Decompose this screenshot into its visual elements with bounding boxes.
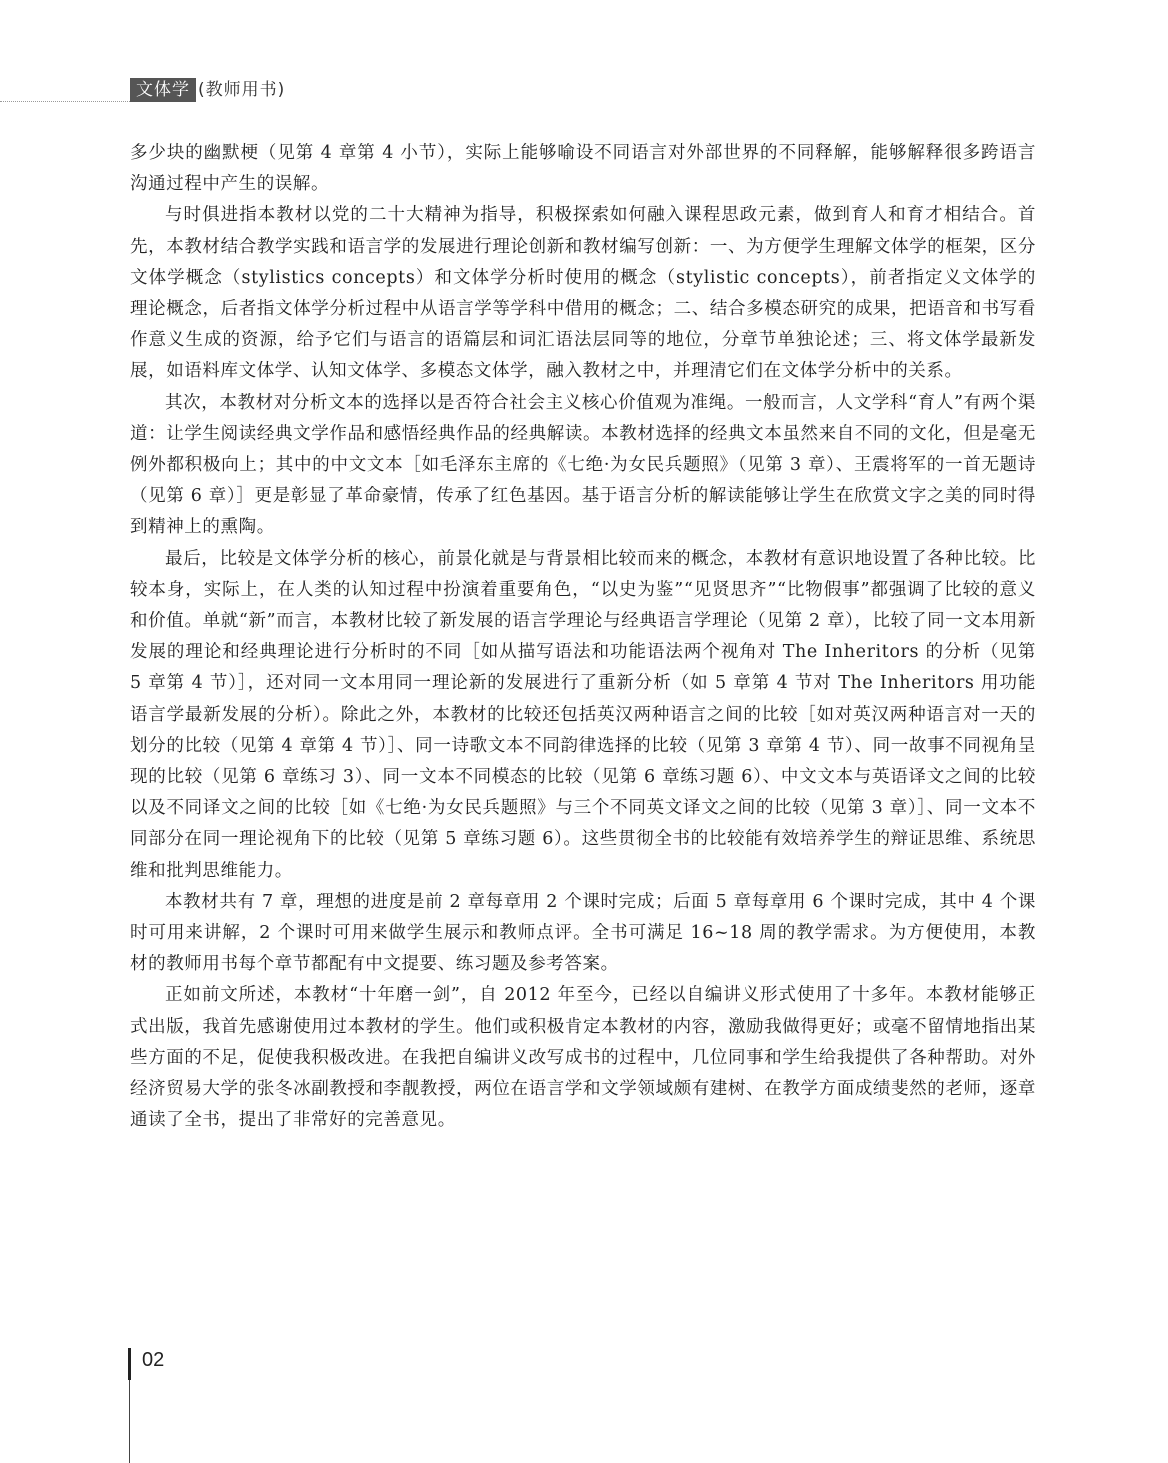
paragraph-comparison: 最后，比较是文体学分析的核心，前景化就是与背景相比较而来的概念，本教材有意识地设置了各种比较。比较本身，实际上，在人类的认知过程中扮演着重要角色，“以史为鉴”“见贤思齐”“比物假事”都强调了比较的意义和价值。单就“新”而言，本教材比较了新发展的语言学理论与经典语言学理论（见第 2 章），比较了同一文本用新发展的理论和经典理论进行分析时的不同［如从描写语法和功能语法两个视角对 The Inheritors 的分析（见第 5 章第 4 节）］，还对同一文本用同一理论新的发展进行了重新分析（如 5 章第 4 节对 The Inheritors 用功能语言学最新发展的分析）。除此之外，本教材的比较还包括英汉两种语言之间的比较［如对英汉两种语言对一天的划分的比较（见第 4 章第 4 节）］、同一诗歌文本不同韵律选择的比较（见第 3 章第 4 节）、同一故事不同视角呈现的比较（见第 6 章练习 3）、同一文本不同模态的比较（见第 6 章练习题 6）、中文文本与英语译文之间的比较以及不同译文之间的比较［如《七绝·为女民兵题照》与三个不同英文译文之间的比较（见第 3 章）］、同一文本不同部分在同一理论视角下的比较（见第 5 章练习题 6）。这些贯彻全书的比较能有效培养学生的辩证思维、系统思维和批判思维能力。: [130, 548, 1036, 881]
paragraph-innovation: 与时俱进指本教材以党的二十大精神为指导，积极探索如何融入课程思政元素，做到育人和育才相结合。首先，本教材结合教学实践和语言学的发展进行理论创新和教材编写创新：一、为方便学生理解文体学的框架，区分文体学概念（stylistics concepts）和文体学分析时使用的概念（stylistic concepts），前者指定义文体学的理论概念，后者指文体学分析过程中从语言学等学科中借用的概念；二、结合多模态研究的成果，把语音和书写看作意义生成的资源，给予它们与语言的语篇层和词汇语法层同等的地位，分章节单独论述；三、将文体学最新发展，如语料库文体学、认知文体学、多模态文体学，融入教材之中，并理清它们在文体学分析中的关系。: [130, 205, 1036, 382]
paragraph-text-selection: 其次，本教材对分析文本的选择以是否符合社会主义核心价值观为准绳。一般而言，人文学科“育人”有两个渠道：让学生阅读经典文学作品和感悟经典作品的经典解读。本教材选择的经典文本虽然来自不同的文化，但是毫无例外都积极向上；其中的中文文本［如毛泽东主席的《七绝·为女民兵题照》（见第 3 章）、王震将军的一首无题诗（见第 6 章）］更是彰显了革命豪情，传承了红色基因。基于语言分析的解读能够让学生在欣赏文字之美的同时得到精神上的熏陶。: [130, 392, 1036, 538]
paragraph-continued: 多少块的幽默梗（见第 4 章第 4 小节），实际上能够喻设不同语言对外部世界的不同释解，能够解释很多跨语言沟通过程中产生的误解。: [130, 143, 1036, 195]
book-subtitle: (教师用书): [198, 80, 286, 100]
book-title-tag: 文体学: [130, 78, 196, 102]
footer-vertical-rule: [129, 1380, 130, 1463]
header-dotted-rule: [0, 101, 130, 102]
page-number: 02: [142, 1349, 165, 1371]
header-label: [130, 78, 285, 102]
page-number-marker: [128, 1348, 131, 1380]
body-text: [130, 138, 1036, 1137]
paragraph-acknowledgement: 正如前文所述，本教材“十年磨一剑”，自 2012 年至今，已经以自编讲义形式使用了十多年。本教材能够正式出版，我首先感谢使用过本教材的学生。他们或积极肯定本教材的内容，激励我做得更好；或毫不留情地指出某些方面的不足，促使我积极改进。在我把自编讲义改写成书的过程中，几位同事和学生给我提供了各种帮助。对外经济贸易大学的张冬冰副教授和李靓教授，两位在语言学和文学领域颇有建树、在教学方面成绩斐然的老师，逐章通读了全书，提出了非常好的完善意见。: [130, 985, 1036, 1131]
running-header: [0, 76, 1168, 106]
paragraph-schedule: 本教材共有 7 章，理想的进度是前 2 章每章用 2 个课时完成；后面 5 章每章用 6 个课时完成，其中 4 个课时可用来讲解，2 个课时可用来做学生展示和教师点评。全书可满足 16~18 周的教学需求。为方便使用，本教材的教师用书每个章节都配有中文提要、练习题及参考答案。: [130, 891, 1036, 975]
